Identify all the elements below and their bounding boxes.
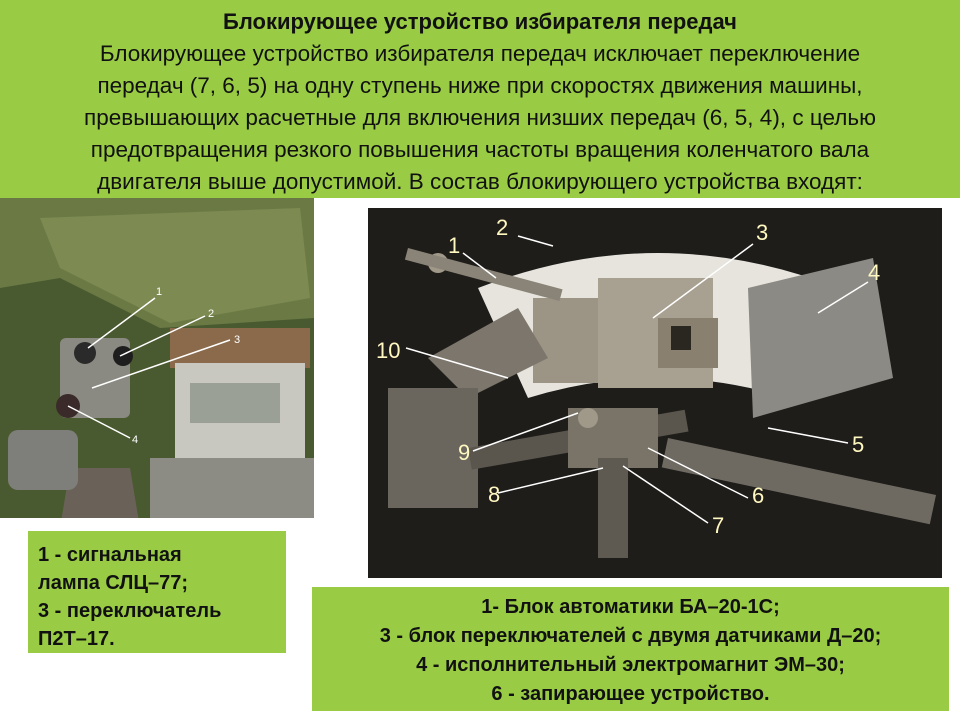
description-line: двигателя выше допустимой. В состав блокирующего устройства входят:: [97, 169, 863, 194]
legend-right: [312, 587, 949, 711]
right-callout-5: 5: [852, 432, 865, 457]
legend-line: 4 - исполнительный электромагнит ЭМ–30;: [416, 654, 845, 676]
description-line: превышающих расчетные для включения низших передач (6, 5, 4), с целью: [84, 105, 876, 130]
description-line: передач (7, 6, 5) на одну ступень ниже при скоростях движения машины,: [97, 73, 863, 98]
legend-line: 3 - переключатель: [38, 600, 222, 622]
right-callout-6: 6: [752, 483, 765, 508]
right-callout-9: 9: [458, 440, 471, 465]
right-callout-1: 1: [448, 233, 461, 258]
description-line: предотвращения резкого повышения частоты вращения коленчатого вала: [90, 137, 870, 162]
left-callout-1: 1: [156, 286, 163, 298]
left-callout-3: 3: [234, 334, 241, 346]
legend-line: 6 - запирающее устройство.: [491, 683, 770, 705]
legend-left: [28, 531, 286, 653]
right-photo: [368, 208, 942, 578]
left-photo: [0, 198, 314, 518]
header-panel: [0, 0, 960, 198]
legend-line: 1 - сигнальная: [38, 544, 182, 566]
right-callout-7: 7: [712, 513, 725, 538]
legend-line: П2Т–17.: [38, 628, 115, 650]
right-callout-2: 2: [496, 215, 509, 240]
right-callout-8: 8: [488, 482, 501, 507]
right-photo-illustration: [368, 208, 942, 578]
right-callout-10: 10: [376, 338, 401, 363]
description-line: Блокирующее устройство избирателя передач исключает переключение: [99, 41, 861, 66]
left-callout-4: 4: [132, 434, 139, 446]
description-text: [0, 38, 960, 198]
legend-line: 1- Блок автоматики БА–20-1С;: [481, 596, 780, 618]
legend-line: лампа СЛЦ–77;: [38, 572, 188, 594]
right-callout-3: 3: [756, 220, 769, 245]
legend-line: 3 - блок переключателей с двумя датчиками Д–20;: [379, 625, 882, 647]
page-title: Блокирующее устройство избирателя передач: [223, 9, 737, 34]
right-callout-4: 4: [868, 260, 881, 285]
left-photo-illustration: [0, 198, 314, 518]
left-callout-2: 2: [208, 308, 215, 320]
